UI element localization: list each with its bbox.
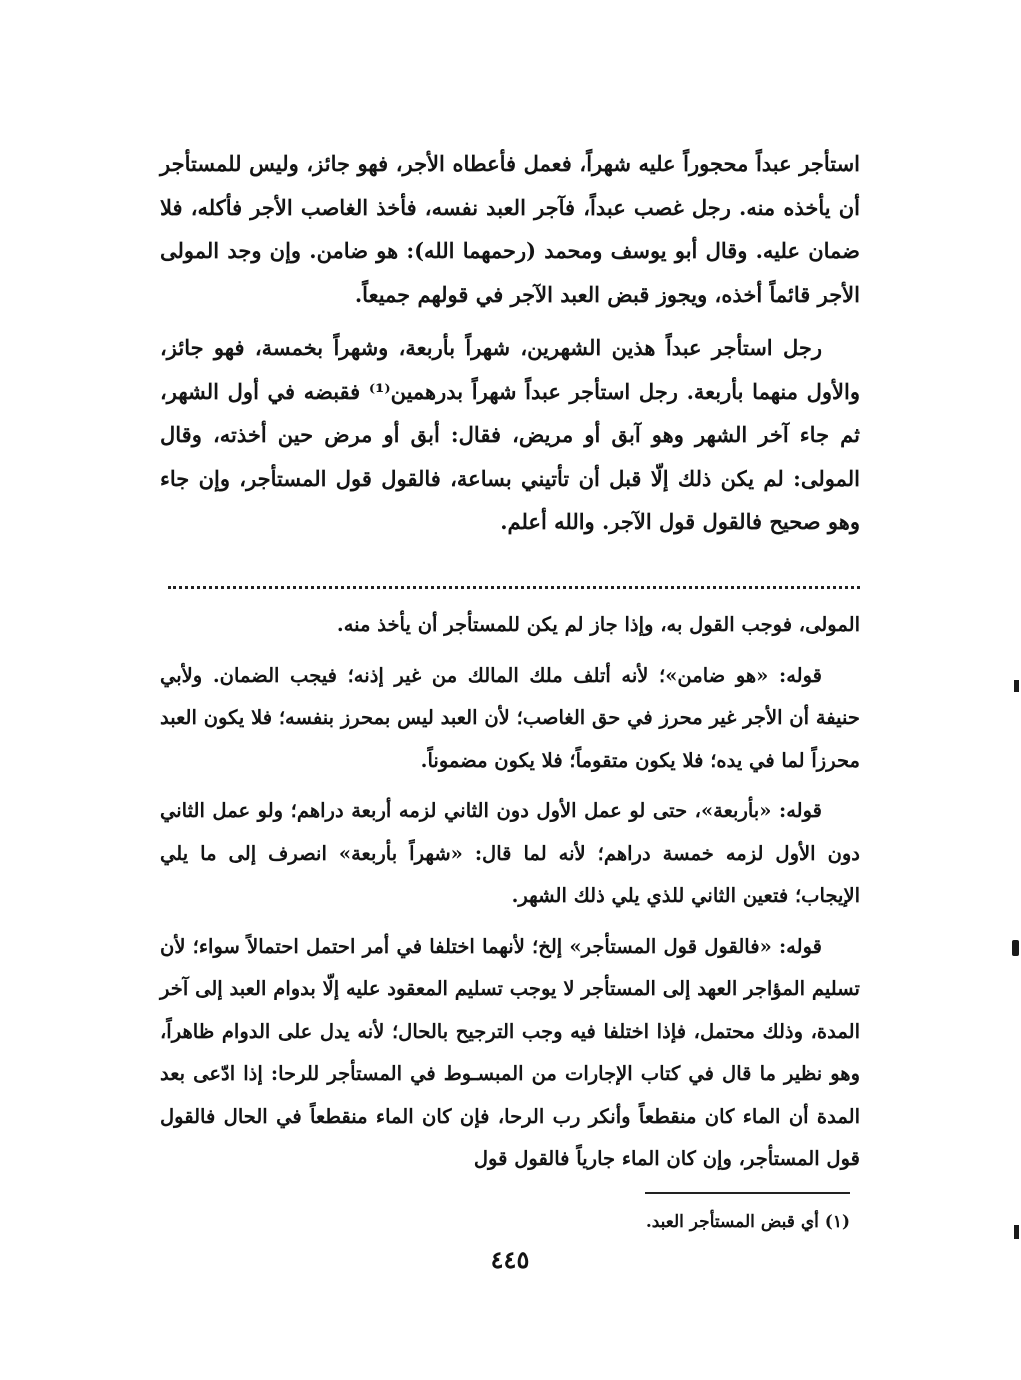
scan-edge-mark — [1014, 1225, 1019, 1239]
scan-edge-mark — [1014, 680, 1019, 692]
main-paragraph-2: رجل استأجر عبداً هذين الشهرين، شهراً بأربعة، وشهراً بخمسة، فهو جائز، والأول منهما بأربعة. رجل استأجر عبداً شهراً بدرهمين⁽¹⁾ فقبضه في أول الشهر، ثم جاء آخر الشهر وهو آبق أو مريض، فقال: أبق أو مرض حين أخذته، وقال المولى: لم يكن ذلك إلّا قبل أن تأتيني بساعة، فالقول قول المستأجر، وإن جاء وهو صحيح فالقول قول الآجر. والله أعلم. — [160, 335, 860, 534]
commentary-intro: المولى، فوجب القول به، وإذا جاز لم يكن للمستأجر أن يأخذ منه. — [336, 613, 860, 636]
commentary-note-2 — [160, 790, 860, 918]
footnote-rule — [645, 1192, 850, 1194]
note-label: قوله: — [779, 663, 822, 687]
note-label: قوله: — [779, 799, 822, 822]
main-text — [160, 142, 860, 544]
commentary-note-3 — [160, 926, 860, 1181]
note-label: قوله: — [778, 934, 822, 958]
commentary — [160, 604, 860, 1181]
footnote: (١) أي قبض المستأجر العبد. — [645, 1212, 850, 1232]
main-paragraph-1: استأجر عبداً محجوراً عليه شهراً، فعمل فأعطاه الأجر، فهو جائز، وليس للمستأجر أن يأخذه منه. رجل غصب عبداً، فآجر العبد نفسه، فأخذ الغاصب الأجر فأكله، فلا ضمان عليه. وقال أبو يوسف ومحمد (رحمهما الله): هو ضامن. وإن وجد المولى الأجر قائماً أخذه، ويجوز قبض العبد الآجر في قولهم جميعاً. — [160, 151, 860, 307]
note-text: «هو ضامن»؛ لأنه أتلف ملك المالك من غير إذنه؛ فيجب الضمان. ولأبي حنيفة أن الأجر غير محرز في حق الغاصب؛ لأن العبد ليس بمحرز بنفسه؛ فلا يكون العبد محرزاً لما في يده؛ فلا يكون متقوماً؛ فلا يكون مضموناً. — [160, 663, 860, 772]
note-text: «بأربعة»، حتى لو عمل الأول دون الثاني لزمه أربعة دراهم؛ ولو عمل الثاني دون الأول لزمه خمسة دراهم؛ لأنه لما قال: «شهراً بأربعة» انصرف إلى ما يلي الإيجاب؛ فتعين الثاني للذي يلي ذلك الشهر. — [160, 799, 860, 907]
dotted-divider — [168, 586, 860, 589]
note-text: «فالقول قول المستأجر» إلخ؛ لأنهما اختلفا في أمر احتمل احتمالاً سواء؛ لأن تسليم المؤاجر العهد إلى المستأجر لا يوجب تسليم المعقود عليه إلّا بدوام العبد إلى آخر المدة، وذلك محتمل، فإذا اختلفا فيه وجب الترجيح بالحال؛ لأنه يدل على الدوام ظاهراً، وهو نظير ما قال في كتاب الإجارات من المبسـوط في المستأجر للرحا: إذا ادّعى بعد المدة أن الماء كان منقطعاً وأنكر رب الرحا، فإن كان الماء منقطعاً في الحال فالقول قول المستأجر، وإن كان الماء جارياً فالقول قول — [160, 934, 860, 1170]
page-number: ٤٤٥ — [490, 1245, 530, 1274]
scan-edge-mark — [1012, 940, 1019, 956]
commentary-note-1 — [160, 655, 860, 783]
